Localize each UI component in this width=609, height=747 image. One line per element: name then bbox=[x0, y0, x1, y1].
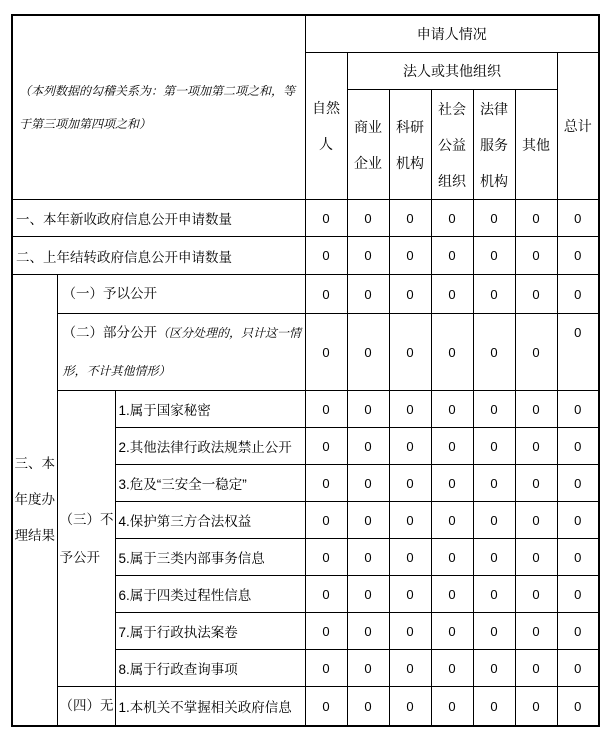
value-cell: 0 bbox=[557, 539, 599, 576]
org-type-header-commercial: 商业企业 bbox=[347, 90, 389, 200]
org-type-header-legal-service: 法律服务机构 bbox=[473, 90, 515, 200]
value-cell: 0 bbox=[431, 200, 473, 237]
value-cell: 0 bbox=[515, 613, 557, 650]
value-cell: 0 bbox=[389, 275, 431, 314]
value-cell: 0 bbox=[431, 465, 473, 502]
value-cell: 0 bbox=[557, 314, 599, 391]
value-cell: 0 bbox=[347, 200, 389, 237]
item-label-endanger-stability: 3.危及“三安全一稳定” bbox=[115, 465, 305, 502]
partial-label: （二）部分公开 bbox=[62, 325, 157, 340]
reconciliation-note: （本列数据的勾稽关系为：第一项加第二项之和，等于第三项加第四项之和） bbox=[12, 15, 305, 200]
value-cell: 0 bbox=[347, 502, 389, 539]
value-cell: 0 bbox=[389, 465, 431, 502]
value-cell: 0 bbox=[431, 237, 473, 275]
value-cell: 0 bbox=[515, 428, 557, 465]
value-cell: 0 bbox=[473, 613, 515, 650]
value-cell: 0 bbox=[389, 539, 431, 576]
value-cell: 0 bbox=[557, 237, 599, 275]
item-label-state-secret: 1.属于国家秘密 bbox=[115, 391, 305, 428]
value-cell: 0 bbox=[473, 539, 515, 576]
value-cell: 0 bbox=[557, 275, 599, 314]
value-cell: 0 bbox=[473, 200, 515, 237]
item-label-law-prohibited: 2.其他法律行政法规禁止公开 bbox=[115, 428, 305, 465]
value-cell: 0 bbox=[473, 465, 515, 502]
value-cell: 0 bbox=[557, 200, 599, 237]
item-label-process-info: 6.属于四类过程性信息 bbox=[115, 576, 305, 613]
value-cell: 0 bbox=[473, 687, 515, 727]
value-cell: 0 bbox=[515, 502, 557, 539]
value-cell: 0 bbox=[515, 465, 557, 502]
value-cell: 0 bbox=[305, 502, 347, 539]
value-cell: 0 bbox=[473, 576, 515, 613]
value-cell: 0 bbox=[389, 502, 431, 539]
value-cell: 0 bbox=[389, 314, 431, 391]
value-cell: 0 bbox=[347, 428, 389, 465]
section-label-annual-results: 三、本年度办理结果 bbox=[12, 275, 57, 727]
value-cell: 0 bbox=[473, 314, 515, 391]
row-label-carried-over: 二、上年结转政府信息公开申请数量 bbox=[12, 237, 305, 275]
value-cell: 0 bbox=[473, 650, 515, 687]
row-label-new-requests: 一、本年新收政府信息公开申请数量 bbox=[12, 200, 305, 237]
value-cell: 0 bbox=[515, 687, 557, 727]
gov-info-request-table bbox=[11, 14, 600, 727]
value-cell: 0 bbox=[431, 613, 473, 650]
org-type-header-research: 科研机构 bbox=[389, 90, 431, 200]
value-cell: 0 bbox=[305, 200, 347, 237]
value-cell: 0 bbox=[431, 576, 473, 613]
value-cell: 0 bbox=[305, 428, 347, 465]
natural-person-header: 自然人 bbox=[305, 53, 347, 200]
value-cell: 0 bbox=[305, 613, 347, 650]
value-cell: 0 bbox=[557, 687, 599, 727]
value-cell: 0 bbox=[431, 314, 473, 391]
value-cell: 0 bbox=[347, 391, 389, 428]
value-cell: 0 bbox=[473, 391, 515, 428]
value-cell: 0 bbox=[347, 465, 389, 502]
value-cell: 0 bbox=[431, 428, 473, 465]
value-cell: 0 bbox=[431, 275, 473, 314]
row-label-granted: （一）予以公开 bbox=[57, 275, 305, 314]
item-label-enforcement-files: 7.属于行政执法案卷 bbox=[115, 613, 305, 650]
value-cell: 0 bbox=[515, 237, 557, 275]
value-cell: 0 bbox=[347, 650, 389, 687]
org-type-header-public-welfare: 社会公益组织 bbox=[431, 90, 473, 200]
value-cell: 0 bbox=[515, 576, 557, 613]
item-label-no-related-info: 1.本机关不掌握相关政府信息 bbox=[115, 687, 305, 727]
value-cell: 0 bbox=[389, 650, 431, 687]
legal-org-header: 法人或其他组织 bbox=[347, 53, 557, 90]
value-cell: 0 bbox=[347, 576, 389, 613]
value-cell: 0 bbox=[557, 613, 599, 650]
value-cell: 0 bbox=[305, 314, 347, 391]
value-cell: 0 bbox=[305, 687, 347, 727]
total-header: 总计 bbox=[557, 53, 599, 200]
value-cell: 0 bbox=[305, 275, 347, 314]
value-cell: 0 bbox=[305, 391, 347, 428]
value-cell: 0 bbox=[557, 465, 599, 502]
value-cell: 0 bbox=[389, 428, 431, 465]
value-cell: 0 bbox=[347, 237, 389, 275]
value-cell: 0 bbox=[389, 687, 431, 727]
row-label-denied: （三）不予公开 bbox=[57, 391, 115, 687]
row-label-none: （四）无 bbox=[57, 687, 115, 727]
value-cell: 0 bbox=[347, 539, 389, 576]
value-cell: 0 bbox=[347, 613, 389, 650]
value-cell: 0 bbox=[347, 687, 389, 727]
value-cell: 0 bbox=[473, 275, 515, 314]
value-cell: 0 bbox=[347, 275, 389, 314]
value-cell: 0 bbox=[431, 687, 473, 727]
value-cell: 0 bbox=[515, 200, 557, 237]
item-label-internal-affairs: 5.属于三类内部事务信息 bbox=[115, 539, 305, 576]
value-cell: 0 bbox=[389, 576, 431, 613]
value-cell: 0 bbox=[515, 314, 557, 391]
value-cell: 0 bbox=[305, 576, 347, 613]
value-cell: 0 bbox=[305, 237, 347, 275]
partial-annotation: （区分处理的，只计这一情形，不计其他情形） bbox=[62, 326, 302, 378]
value-cell: 0 bbox=[347, 314, 389, 391]
org-type-header-other: 其他 bbox=[515, 90, 557, 200]
value-cell: 0 bbox=[473, 428, 515, 465]
value-cell: 0 bbox=[431, 650, 473, 687]
value-cell: 0 bbox=[515, 275, 557, 314]
value-cell: 0 bbox=[431, 539, 473, 576]
value-cell: 0 bbox=[557, 576, 599, 613]
value-cell: 0 bbox=[557, 428, 599, 465]
value-cell: 0 bbox=[431, 502, 473, 539]
value-cell: 0 bbox=[473, 237, 515, 275]
value-cell: 0 bbox=[557, 650, 599, 687]
value-cell: 0 bbox=[305, 539, 347, 576]
value-cell: 0 bbox=[305, 650, 347, 687]
value-cell: 0 bbox=[389, 200, 431, 237]
item-label-admin-inquiry: 8.属于行政查询事项 bbox=[115, 650, 305, 687]
value-cell: 0 bbox=[389, 613, 431, 650]
value-cell: 0 bbox=[473, 502, 515, 539]
item-label-third-party-rights: 4.保护第三方合法权益 bbox=[115, 502, 305, 539]
value-cell: 0 bbox=[515, 650, 557, 687]
value-cell: 0 bbox=[515, 539, 557, 576]
value-cell: 0 bbox=[557, 502, 599, 539]
value-cell: 0 bbox=[389, 391, 431, 428]
applicant-status-header: 申请人情况 bbox=[305, 15, 599, 53]
value-cell: 0 bbox=[515, 391, 557, 428]
value-cell: 0 bbox=[557, 391, 599, 428]
value-cell: 0 bbox=[305, 465, 347, 502]
value-cell: 0 bbox=[389, 237, 431, 275]
row-label-partial bbox=[57, 314, 305, 391]
value-cell: 0 bbox=[431, 391, 473, 428]
